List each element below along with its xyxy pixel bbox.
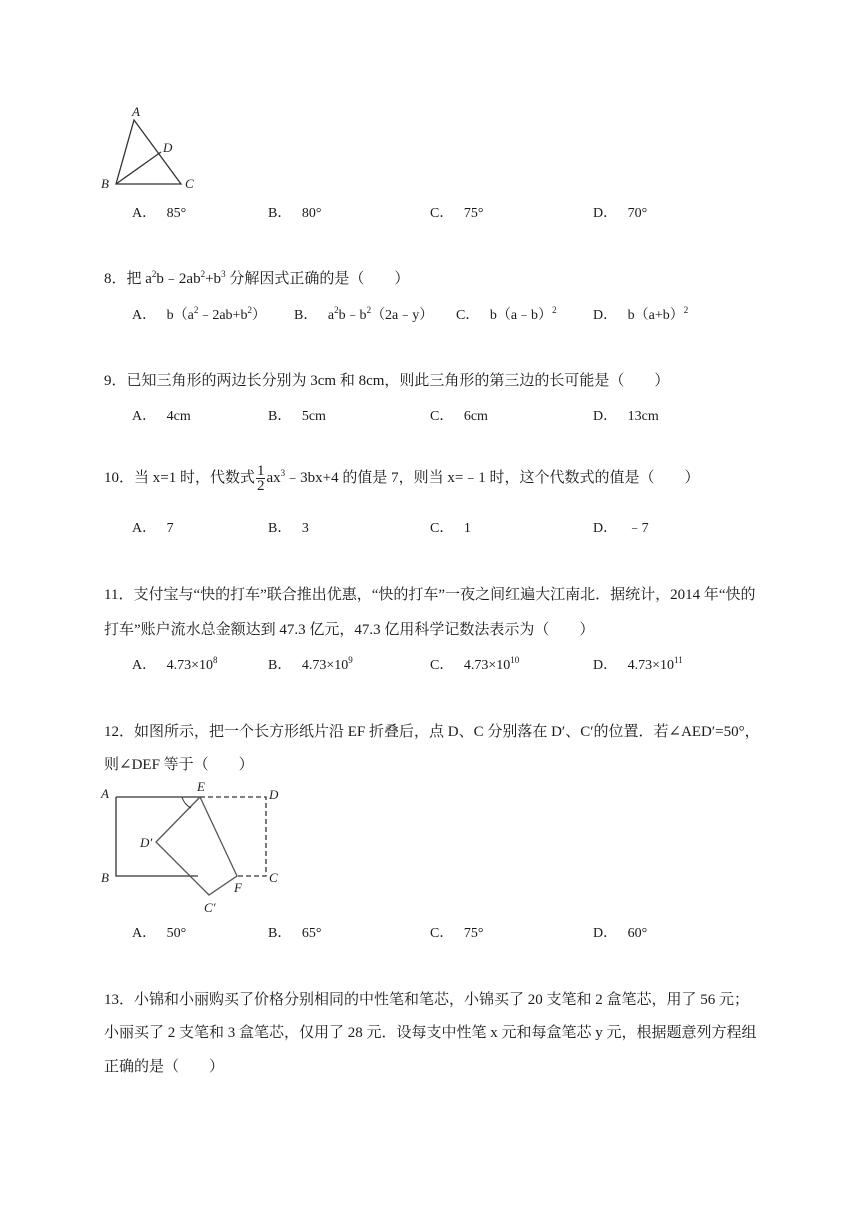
label-e: E	[197, 779, 205, 794]
q7-option-d[interactable]: D． 70°	[593, 206, 648, 221]
q9-option-c[interactable]: C． 6cm	[430, 409, 488, 424]
label-c: C	[185, 176, 194, 191]
q10-option-b[interactable]: B． 3	[268, 521, 309, 536]
q13-stem-line1: 13．小锦和小丽购买了价格分别相同的中性笔和笔芯，小锦买了 20 支笔和 2 盒笔芯，用了 56 元；	[104, 992, 750, 1008]
q7-option-a[interactable]: A． 85°	[132, 206, 187, 221]
q13-stem-line2: 小丽买了 2 支笔和 3 盒笔芯，仅用了 28 元．设每支中性笔 x 元和每盒笔芯 y 元，根据题意列方程组	[104, 1025, 757, 1041]
q9-option-b[interactable]: B． 5cm	[268, 409, 326, 424]
q11-option-a[interactable]: A． $4.73\times 10^8$	[132, 655, 218, 673]
q7-option-b[interactable]: B． 80°	[268, 206, 322, 221]
label-f: F	[234, 880, 242, 895]
q9-option-d[interactable]: D． 13cm	[593, 409, 659, 424]
fraction-one-half: $\frac{1}{2}$	[256, 463, 265, 494]
q12-stem-line2: 则∠DEF 等于（ ）	[104, 757, 254, 773]
label-d: D	[269, 787, 279, 802]
folded-away-edges	[200, 797, 266, 876]
rect-left-bottom-edges	[116, 797, 198, 876]
q11-stem-line1: 11．支付宝与“快的打车”联合推出优惠，“快的打车”一夜之间红遍大江南北．据统计，2014 年“快的	[104, 587, 756, 603]
q11-option-d[interactable]: D． $4.73\times 10^{11}$	[593, 655, 683, 673]
label-a: A	[101, 786, 109, 801]
q12-stem-line1: 12．如图所示，把一个长方形纸片沿 EF 折叠后，点 D、C 分别落在 D′、C′的位置．若∠AED′=50°，	[104, 724, 760, 740]
q7-triangle-figure	[96, 100, 206, 192]
q13-stem-line3: 正确的是（ ）	[104, 1059, 225, 1075]
label-c: C	[269, 870, 278, 885]
q12-folded-rectangle-figure	[96, 778, 296, 916]
q11-stem-line2: 打车”账户流水总金额达到 47.3 亿元，47.3 亿用科学记数法表示为（ ）	[104, 622, 595, 638]
label-c-prime: C′	[204, 900, 216, 915]
q8-option-c[interactable]: C． b（a﹣b）$^2$	[456, 305, 557, 323]
label-b: B	[101, 870, 109, 885]
q8-option-d[interactable]: D． $b(a+b)^2$	[593, 305, 689, 323]
q10-option-c[interactable]: C． 1	[430, 521, 471, 536]
q12-option-b[interactable]: B． 65°	[268, 926, 322, 941]
q12-option-a[interactable]: A． 50°	[132, 926, 187, 941]
q12-option-c[interactable]: C． 75°	[430, 926, 484, 941]
label-d: D	[163, 140, 173, 155]
q10-stem: 10．当 x=1 时，代数式 $\frac{1}{2}$ $ax^3﹣3bx+4$ 的值是 7，则当 x=﹣1 时，这个代数式的值是（ ）	[104, 463, 700, 494]
label-b: B	[101, 176, 109, 191]
q8-stem: 8．把 $a^2b﹣2ab^2+b^3$ 分解因式正确的是（ ）	[104, 269, 410, 287]
q10-option-d[interactable]: D． ﹣7	[593, 521, 649, 536]
q10-option-a[interactable]: A． 7	[132, 521, 174, 536]
folded-flap	[156, 797, 237, 895]
q7-option-c[interactable]: C． 75°	[430, 206, 484, 221]
q11-option-c[interactable]: C． $4.73\times 10^{10}$	[430, 655, 520, 673]
q9-option-a[interactable]: A． 4cm	[132, 409, 191, 424]
q8-option-a[interactable]: A． $b(a^2﹣2ab+b^2)$	[132, 305, 266, 323]
segment-bd	[116, 152, 161, 184]
label-d-prime: D′	[140, 835, 153, 850]
q12-option-d[interactable]: D． 60°	[593, 926, 648, 941]
angle-arc	[182, 797, 191, 808]
q11-option-b[interactable]: B． $4.73\times 10^9$	[268, 655, 353, 673]
q9-stem: 9．已知三角形的两边长分别为 3cm 和 8cm，则此三角形的第三边的长可能是（ ）	[104, 373, 670, 389]
label-a: A	[132, 104, 140, 119]
q8-option-b[interactable]: B． $a^2b﹣b^2(2a﹣y)$	[294, 305, 434, 323]
